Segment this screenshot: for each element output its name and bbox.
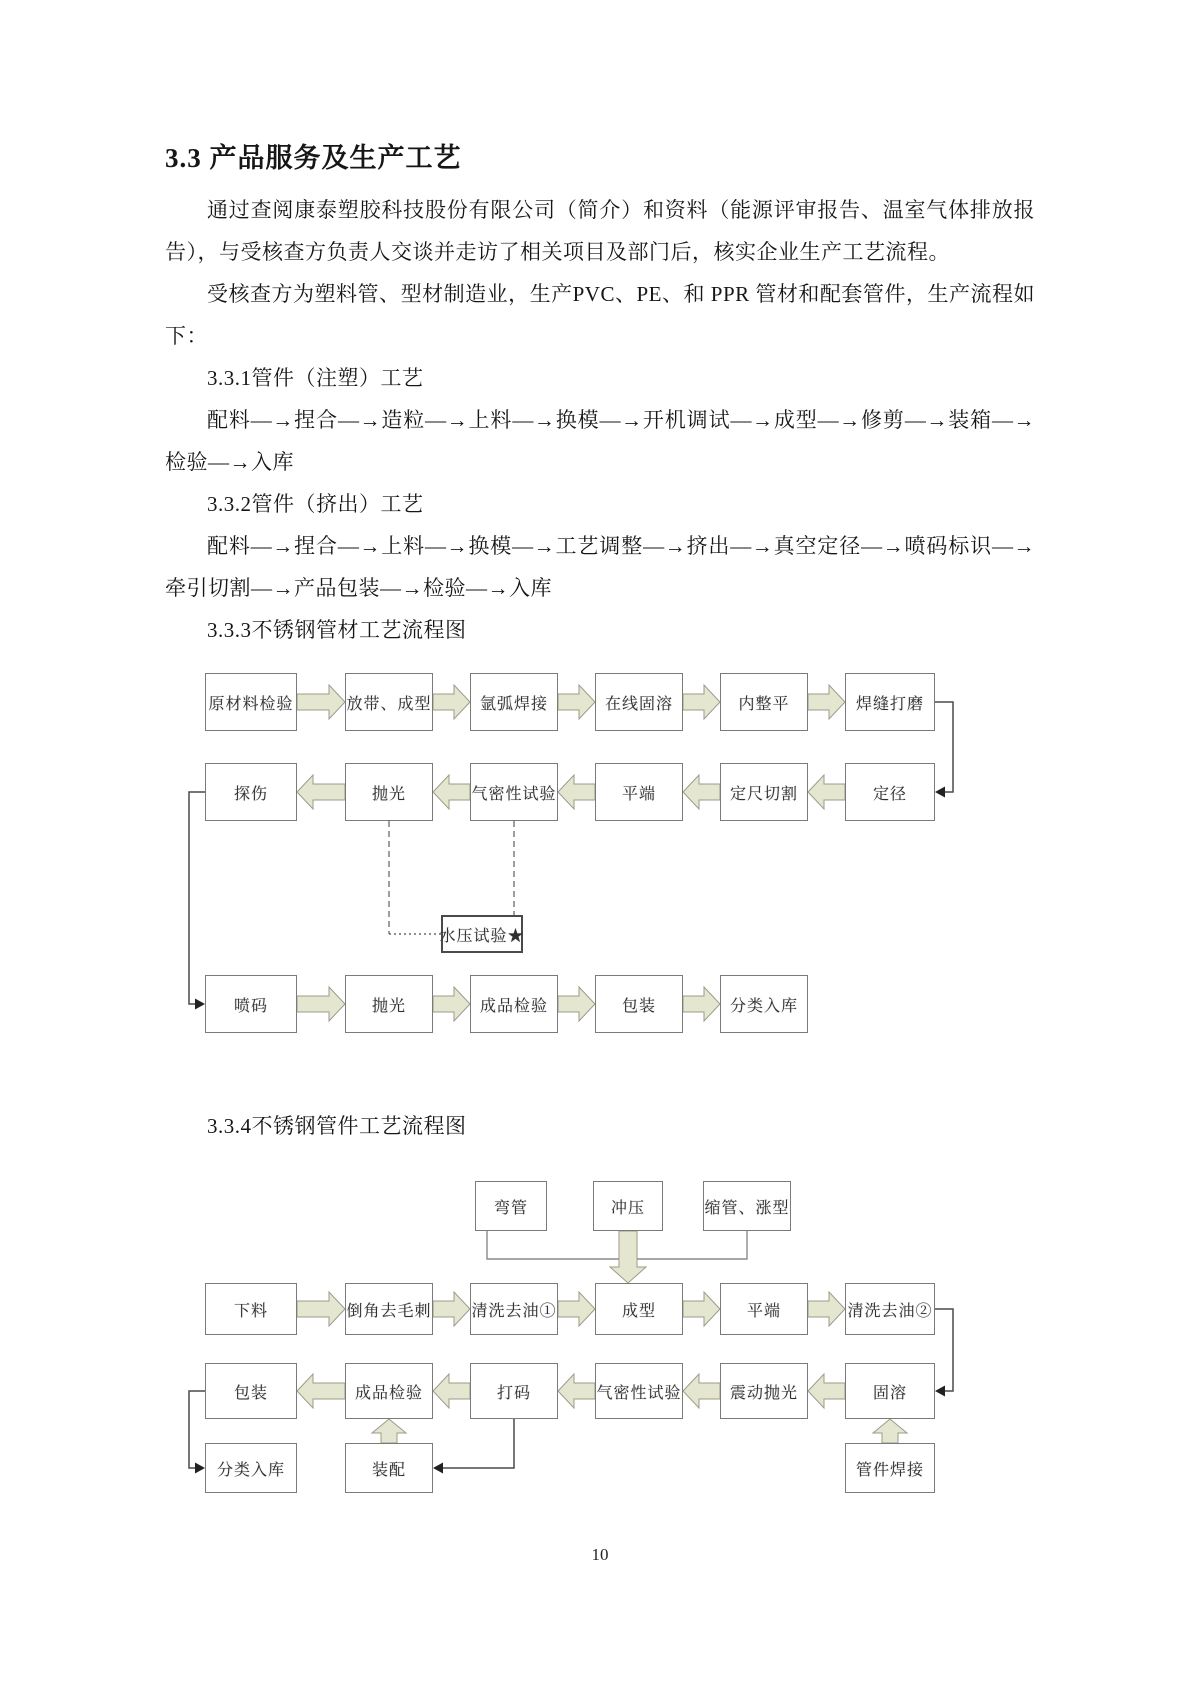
- fc1-box-inner-leveling: 内整平: [720, 673, 808, 731]
- fc2-box-pipe-bending: 弯管: [475, 1181, 547, 1231]
- fc1-box-raw-material-inspection: 原材料检验: [205, 673, 297, 731]
- fc2-box-deburring: 倒角去毛刺: [345, 1283, 433, 1335]
- fc1-box-sorted-warehousing: 分类入库: [720, 975, 808, 1033]
- fc1-box-sizing: 定径: [845, 763, 935, 821]
- subsection-331-title: 3.3.1管件（注塑）工艺: [207, 366, 424, 390]
- fc2-box-degreasing-2: 清洗去油②: [845, 1283, 935, 1335]
- subsection-331-flow-text: 配料—→捏合—→造粒—→上料—→换模—→开机调试—→成型—→修剪—→装箱—→检验—→入库: [165, 408, 1035, 474]
- fc2-box-final-inspection: 成品检验: [345, 1363, 433, 1419]
- fc1-box-final-inspection: 成品检验: [470, 975, 558, 1033]
- subsection-332-flow-text: 配料—→捏合—→上料—→换模—→工艺调整—→挤出—→真空定径—→喷码标识—→牵引切割—→产品包装—→检验—→入库: [165, 534, 1035, 600]
- fc1-box-cut-to-length: 定尺切割: [720, 763, 808, 821]
- fc2-box-air-tightness: 气密性试验: [595, 1363, 683, 1419]
- fc1-box-weld-grinding: 焊缝打磨: [845, 673, 935, 731]
- flowchart-fitting-process: [165, 1171, 1035, 1501]
- fc2-box-marking: 打码: [470, 1363, 558, 1419]
- fc1-box-end-flattening: 平端: [595, 763, 683, 821]
- subsection-333-title: 3.3.3不锈钢管材工艺流程图: [207, 618, 467, 642]
- subsection-332-title: 3.3.2管件（挤出）工艺: [207, 492, 424, 516]
- fc2-box-solution-treat: 固溶: [845, 1363, 935, 1419]
- section-heading: 3.3 产品服务及生产工艺: [165, 143, 462, 173]
- fc1-box-strip-forming: 放带、成型: [345, 673, 433, 731]
- fc2-box-degreasing-1: 清洗去油①: [470, 1283, 558, 1335]
- fc1-box-packing: 包装: [595, 975, 683, 1033]
- fc1-box-inkjet-coding: 喷码: [205, 975, 297, 1033]
- document-body: [165, 136, 1035, 1501]
- fc1-box-flaw-detection: 探伤: [205, 763, 297, 821]
- fc2-box-reducing-expanding: 缩管、涨型: [703, 1181, 791, 1231]
- fc2-box-blanking: 下料: [205, 1283, 297, 1335]
- fc2-box-stamping: 冲压: [593, 1181, 663, 1231]
- fc1-box-argon-arc-welding: 氩弧焊接: [470, 673, 558, 731]
- fc2-box-packing: 包装: [205, 1363, 297, 1419]
- fc1-box-polishing-2: 抛光: [345, 975, 433, 1033]
- fc1-box-hydrostatic-test: 水压试验★: [441, 915, 523, 953]
- fc2-box-end-flattening: 平端: [720, 1283, 808, 1335]
- fc1-box-air-tightness: 气密性试验: [470, 763, 558, 821]
- fc2-box-vibration-polish: 震动抛光: [720, 1363, 808, 1419]
- fc2-box-sorted-warehousing: 分类入库: [205, 1443, 297, 1493]
- fc1-box-inline-solution: 在线固溶: [595, 673, 683, 731]
- subsection-334-title: 3.3.4不锈钢管件工艺流程图: [207, 1114, 467, 1138]
- fc1-box-polishing-1: 抛光: [345, 763, 433, 821]
- fc2-box-assembly: 装配: [345, 1443, 433, 1493]
- fc2-box-fitting-welding: 管件焊接: [845, 1443, 935, 1493]
- paragraph-intro: 通过查阅康泰塑胶科技股份有限公司（简介）和资料（能源评审报告、温室气体排放报告），与受核查方负责人交谈并走访了相关项目及部门后，核实企业生产工艺流程。: [165, 198, 1035, 264]
- paragraph-scope: 受核查方为塑料管、型材制造业，生产PVC、PE、和 PPR 管材和配套管件，生产流程如下：: [165, 282, 1035, 348]
- page-number: 10: [591, 1545, 609, 1564]
- flowchart-pipe-process: [165, 663, 1035, 1041]
- fc2-box-forming: 成型: [595, 1283, 683, 1335]
